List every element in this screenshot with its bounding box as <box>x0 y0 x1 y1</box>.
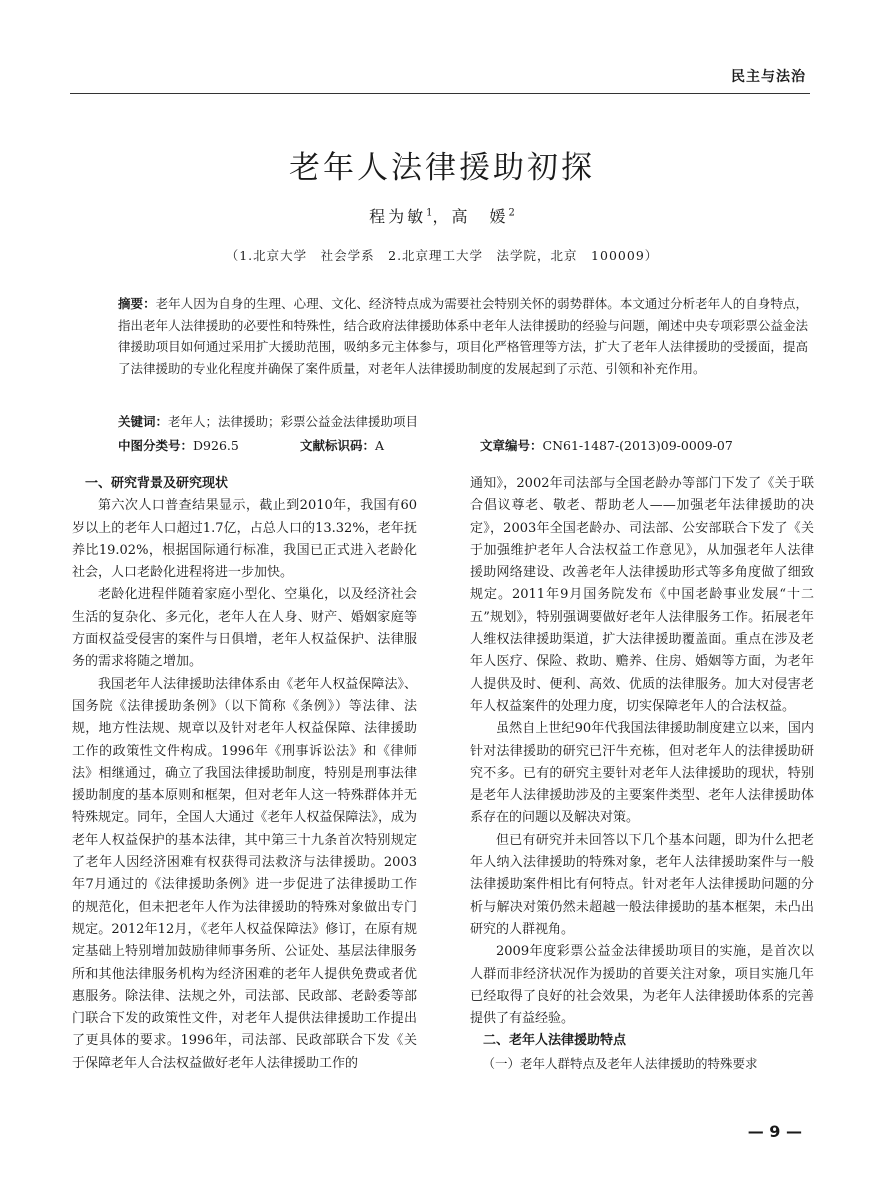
body-paragraph: 虽然自上世纪90年代我国法律援助制度建立以来，国内针对法律援助的研究已汗牛充栋，但对老年人的法律援助研究不多。已有的研究主要针对老年人法律援助的现状，特别是老年人法律援助涉及的主要案件类型、老年人法律援助体系存在的问题以及解决对策。 <box>470 721 814 826</box>
author-affiliation-mark: 1 <box>426 207 433 219</box>
author-name: 高 媛 <box>451 207 509 226</box>
classification-value: D926.5 <box>193 438 239 453</box>
section-heading: 一、研究背景及研究现状 <box>85 476 229 491</box>
classification-number <box>118 436 239 454</box>
classification-label: 中图分类号： <box>118 438 194 453</box>
header-rule <box>70 93 810 94</box>
author-separator: ， <box>432 207 452 226</box>
article-title: 老年人法律援助初探 <box>289 150 595 186</box>
keywords-label: 关键词： <box>118 414 169 429</box>
body-paragraph: 我国老年人法律援助法律体系由《老年人权益保障法》、国务院《法律援助条例》（以下简称《条例》）等法律、法规，地方性法规、规章以及针对老年人权益保障、法律援助工作的政策性文件构成。1996年《刑事诉讼法》和《律师法》相继通过，确立了我国法律援助制度，特别是刑事法律援助制度的基本原则和框架，但对老年人这一特殊群体并无特殊规定。同年，全国人大通过《老年人权益保障法》，成为老年人权益保护的基本法律，其中第三十九条首次特别规定了老年人因经济困难有权获得司法救济与法律援助。2003年7月通过的《法律援助条例》进一步促进了法律援助工作的规范化，但未把老年人作为法律援助的特殊对象做出专门规定。2012年12月，《老年人权益保障法》修订，在原有规定基础上特别增加鼓励律师事务所、公证处、基层法律服务所和其他法律服务机构为经济困难的老年人提供免费或者优惠服务。除法律、法规之外，司法部、民政部、老龄委等部门联合下发的政策性文件，对老年人提供法律援助工作提出了更具体的要求。1996年，司法部、民政部联合下发《关于保障老年人合法权益做好老年人法律援助工作的 <box>72 676 417 1071</box>
keywords <box>118 412 808 430</box>
document-code <box>300 436 384 454</box>
page-number: — 9 — <box>747 1122 802 1141</box>
section-heading: 二、老年人法律援助特点 <box>483 1033 627 1049</box>
body-paragraph: 2009年度彩票公益金法律援助项目的实施，是首次以人群而非经济状况作为援助的首要关注对象，项目实施几年已经取得了良好的社会效果，为老年人法律援助体系的完善提供了有益经验。 <box>470 944 814 1027</box>
document-code-value: A <box>375 438 385 453</box>
article-number <box>480 436 733 454</box>
document-code-label: 文献标识码： <box>300 438 376 453</box>
abstract-text: 老年人因为自身的生理、心理、文化、经济特点成为需要社会特别关怀的弱势群体。本文通过分析老年人的自身特点，指出老年人法律援助的必要性和特殊性，结合政府法律援助体系中老年人法律援助的经验与问题，阐述中央专项彩票公益金法律援助项目如何通过采用扩大援助范围，吸纳多元主体参与，项目化严格管理等方法，扩大了老年人法律援助的受援面，提高了法律援助的专业化程度并确保了案件质量，对老年人法律援助制度的发展起到了示范、引领和补充作用。 <box>118 296 808 376</box>
article-number-label: 文章编号： <box>480 438 543 453</box>
abstract-label: 摘要： <box>118 296 156 311</box>
article-authors <box>0 204 884 227</box>
body-paragraph: 第六次人口普查结果显示，截止到2010年，我国有60岁以上的老年人口超过1.7亿，占总人口的13.32%，老年抚养比19.02%，根据国际通行标准，我国已正式进入老龄化社会，人口老龄化进程将进一步加快。 <box>72 498 417 581</box>
article-number-value: CN61-1487-(2013)09-0009-07 <box>542 438 733 453</box>
body-column-left <box>72 473 417 1075</box>
body-paragraph: 通知》，2002年司法部与全国老龄办等部门下发了《关于联合倡议尊老、敬老、帮助老人——加强老年法律援助的决定》，2003年全国老龄办、司法部、公安部联合下发了《关于加强维护老年人合法权益工作意见》，从加强老年人法律援助网络建设、改善老年人法律援助形式等多角度做了细致规定。2011年9月国务院发布《中国老龄事业发展“十二五”规划》，特别强调要做好老年人法律服务工作。拓展老年人维权法律援助渠道，扩大法律援助覆盖面。重点在涉及老年人医疗、保险、救助、赡养、住房、婚姻等方面，为老年人提供及时、便利、高效、优质的法律服务。加大对侵害老年人权益案件的处理力度，切实保障老年人的合法权益。 <box>470 476 814 714</box>
abstract <box>118 293 808 379</box>
body-paragraph: 老龄化进程伴随着家庭小型化、空巢化，以及经济社会生活的复杂化、多元化，老年人在人身、财产、婚姻家庭等方面权益受侵害的案件与日俱增，老年人权益保护、法律服务的需求将随之增加。 <box>72 587 417 670</box>
keywords-text: 老年人；法律援助；彩票公益金法律援助项目 <box>168 414 419 429</box>
body-column-right <box>470 473 814 1075</box>
subsection-heading: （一）老年人群特点及老年人法律援助的特殊要求 <box>482 1055 758 1071</box>
journal-section-label: 民主与法治 <box>731 69 806 85</box>
body-paragraph: 但已有研究并未回答以下几个基本问题，即为什么把老年人纳入法律援助的特殊对象，老年人法律援助案件与一般法律援助案件相比有何特点。针对老年人法律援助问题的分析与解决对策仍然未超越一般法律援助的基本框架，未凸出研究的人群视角。 <box>470 832 814 937</box>
author-name: 程为敏 <box>369 207 427 226</box>
author-affiliations: （1.北京大学 社会学系 2.北京理工大学 法学院，北京 100009） <box>225 248 659 263</box>
author-affiliation-mark: 2 <box>508 207 515 219</box>
